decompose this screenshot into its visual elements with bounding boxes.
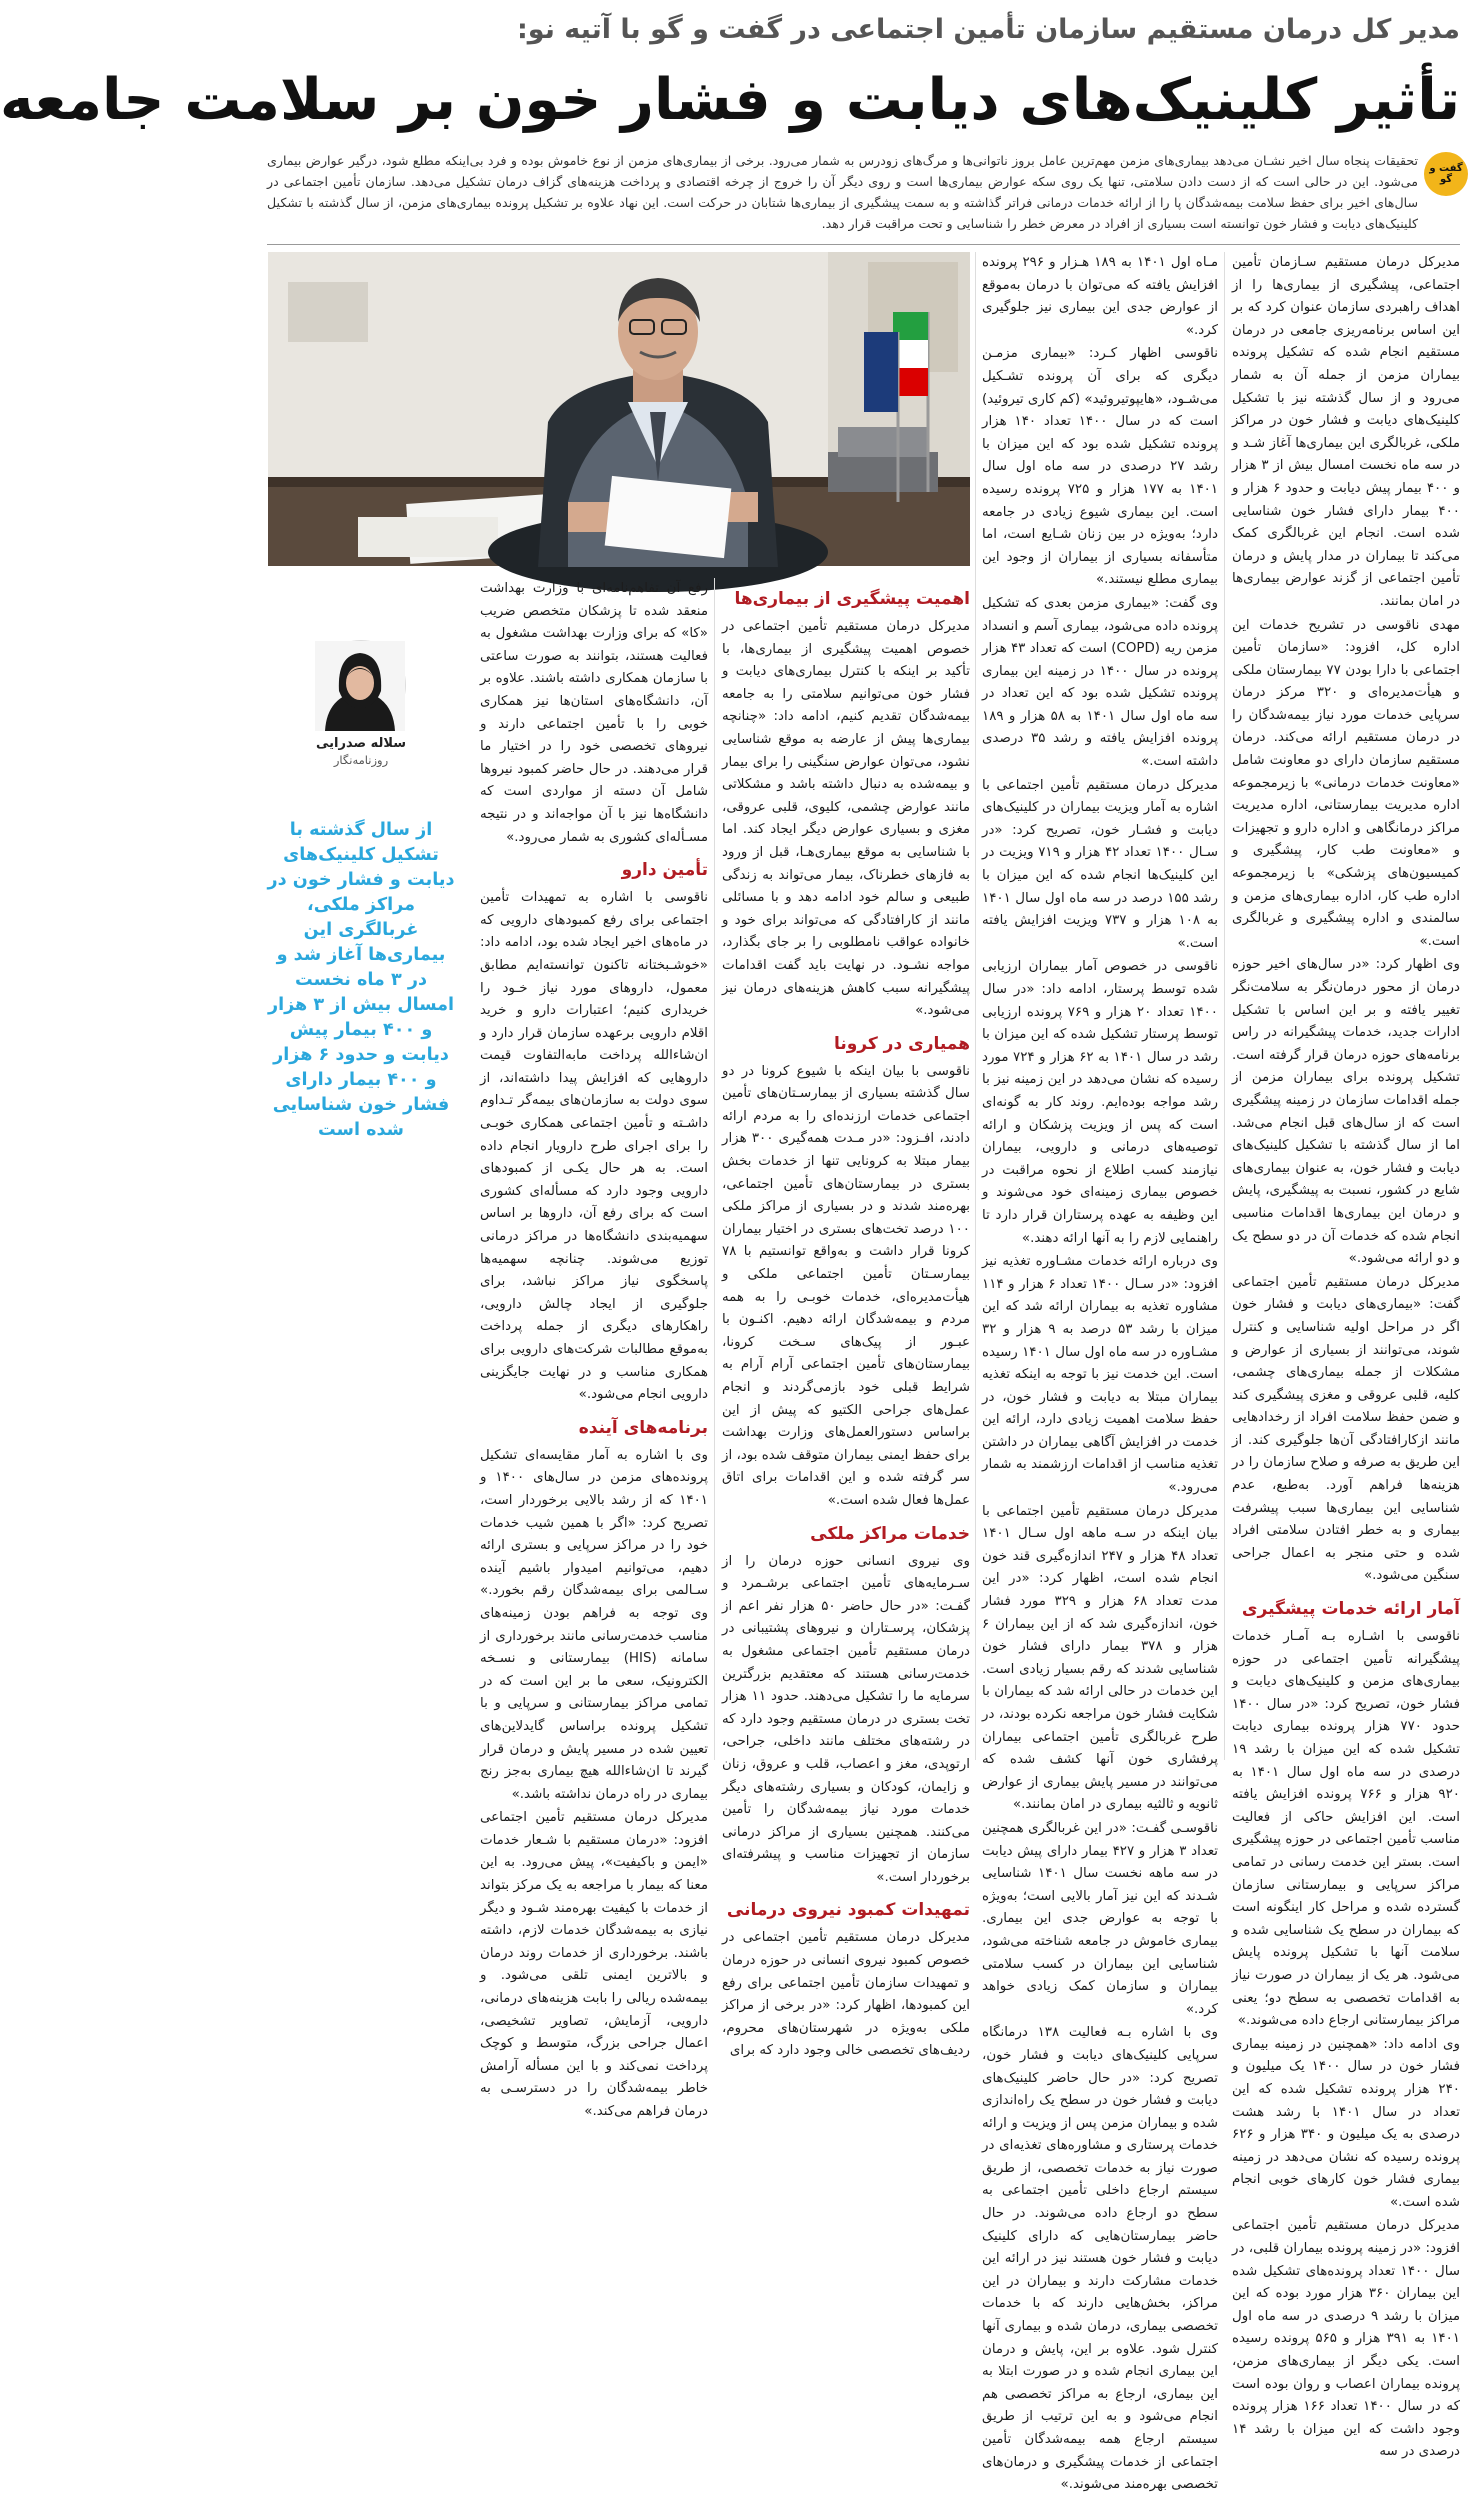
header-divider: [267, 244, 1460, 245]
section-heading: خدمات مراکز ملکی: [810, 1523, 970, 1544]
article-column-1: [1232, 252, 1461, 2460]
paragraph: وی نیروی انسانی حوزه درمان را از سـرمایه‌های تأمین اجتماعی برشـمرد و گفـت: «در حال حاضر ۵۰ هزار نفر اعم از پزشکان، پرسـتاران و نیروهای پشتیبانی در درمان مستقیم تأمین اجتماعی مشغول به خدمت‌رسانی هستند که معتقدیم بزرگترین سرمایه ما را تشکیل می‌دهند. حدود ۱۱ هزار تخت بستری در درمان مستقیم وجود دارد که در رشته‌های مختلف مانند داخلی، جراحی، ارتوپدی، مغز و اعصاب، قلب و عروق، زنان و زایمان، کودکان و بسیاری رشته‌های دیگر خدمات مورد نیاز بیمه‌شدگان را تأمین می‌کنند. همچنین بسیاری از مراکز درمانی سازمان از تجهیزات مناسب و پیشرفته‌ای برخوردار است.»: [722, 1553, 970, 1885]
section-heading: تمهیدات کمبود نیروی درمانی: [726, 1900, 970, 1921]
paragraph: ناقوسی با بیان اینکه با شیوع کرونا در دو سال گذشته بسیاری از بیمارسـتان‌های تأمین اجتماعی خدمات ارزنده‌ای را به مردم ارائه دادند، افـزود: «در مـدت همه‌گیری ۳۰۰ هزار بیمار مبتلا به کرونایی تنها از خدمات بخش بستری در بیمارستان‌های تأمین اجتماعی، بهره‌مند شدند و در بسیاری از مراکز ملکی ۱۰۰ درصد تخت‌های بستری در اختیار بیماران کرونا قرار داشت و به‌واقع توانستیم با ۷۸ بیمارسـتان تأمین اجتماعی ملکی و هیأت‌مدیره‌ای، خدمات خوبـی را به همه مردم و بیمه‌شدگان ارائه دهیم. اکنـون با عبـور از پیک‌های سـخت کرونا، بیمارستان‌های تأمین اجتماعی آرام آرام به شرایط قبلی خود بازمی‌گردند و انجام عمل‌های جراحی الکتیو که پیش از این براساس دستورالعمل‌های وزارت بهداشت برای حفظ ایمنی بیماران متوقف شده بود، از سر گرفته شده و این اقدامات برای اتاق عمل‌ها فعال شده است.»: [722, 1063, 970, 1508]
section-heading: برنامه‌های آینده: [578, 1417, 708, 1438]
paragraph: مدیرکل درمان مستقیم سـازمان تأمین اجتماعی، پیشگیری از بیماری‌ها را از اهداف راهبردی سازمان عنوان کرد که بر این اساس برنامه‌ریزی جامعی در درمان مستقیم انجام شده که تشکیل پرونده بیماران مزمن از جمله آن به شمار می‌رود و از سال گذشته نیز با تشکیل کلینیک‌های دیابت و فشار خون در مراکز ملکی، غربالگری این بیماری‌ها آغاز شـد و در سه ماه نخست امسال بیش از ۳ هزار و ۴۰۰ بیمار پیش دیابت و حدود ۶ هزار و ۴۰۰ بیمار دارای فشار خون شناسایی شده است. انجام این غربالگری کمک می‌کند تا بیماران در مدار پایش و درمان تأمین اجتماعی از گزند عوارض بیماری‌ها در امان بمانند.: [1232, 255, 1461, 609]
column-divider: [714, 578, 715, 1760]
paragraph: ناقوسی با اشـاره بـه آمـار خدمات پیشگیرانه تأمین اجتماعی در حوزه بیماری‌های مزمن و کلینیک‌های دیابت و فشار خون، تصریح کرد: «در سال ۱۴۰۰ حدود ۷۷۰ هزار پرونده بیماری دیابت تشکیل شده که این میزان با رشد ۱۹ درصدی در سه ماه اول سال ۱۴۰۱ به ۹۲۰ هزار و ۷۶۶ پرونده افزایش یافته است. این افزایش حاکی از فعالیت مناسب تأمین اجتماعی در حوزه پیشگیری است. بستر این خدمت رسانی در تمامی مراکز سرپایی و بیمارستانی سازمان گسترده شده و مراحل کار اینگونه است که بیماران در سطح یک شناسایی شده و سلامت آنها با تشکیل پرونده پایش می‌شود. هر یک از بیماران در صورت نیاز به اقدامات تخصصی به سطح دو؛ یعنی مراکز بیمارستانی ارجاع داده می‌شوند.»: [1232, 1629, 1461, 2029]
interviewee-photo: [268, 252, 970, 566]
headline: تأثیر کلینیک‌های دیابت و فشار خون بر سلامت جامعه: [0, 67, 1460, 133]
article-column-4: [480, 578, 708, 2119]
photo-illustration: [268, 252, 970, 566]
paragraph: مهدی ناقوسی در تشریح خدمات این اداره کل، افزود: «سازمان تأمین اجتماعی با دارا بودن ۷۷ بیمارستان ملکی و هیأت‌مدیره‌ای و ۳۲۰ مرکز درمان سرپایی خدمات مورد نیاز بیمه‌شدگان را در درمان مستقیم ارائه می‌کند. درمان مستقیم سازمان دارای دو معاونت شامل «معاونت خدمات درمانی» با زیرمجموعه اداره مدیریت بیمارستانی، اداره مدیریت مراکز درمانگاهی و اداره دارو و تجهیزات و «معاونت طب کار، پیشگیری و کمیسیون‌های پزشکی» با زیرمجموعه اداره طب کار، اداره بیماری‌های مزمن و سالمندی و اداره پیشگیری و غربالگری است.»: [1232, 617, 1461, 949]
paragraph: مدیرکل درمان مستقیم تأمین اجتماعی افزود: «در زمینه پرونده بیماران قلبی، در سال ۱۴۰۰ تعداد پرونده‌های تشکیل شده این بیماران ۳۶۰ هزار مورد بوده که این میزان با رشد ۹ درصدی در سه ماه اول ۱۴۰۱ به ۳۹۱ هزار و ۵۶۵ پرونده رسیده است. یکی دیگر از بیماری‌های مزمن، پرونده بیماران اعصاب و روان بوده است که در سال ۱۴۰۰ تعداد ۱۶۶ هزار پرونده وجود داشت که این میزان با رشد ۱۴ درصدی در سه: [1232, 2218, 1461, 2460]
author-role: روزنامه‌نگار: [333, 753, 389, 767]
column-divider: [1224, 252, 1225, 1760]
author-block: [267, 640, 455, 790]
paragraph: ناقوسی با اشاره به تمهیدات تأمین اجتماعی برای رفع کمبودهای دارویی که در ماه‌های اخیر ایجاد شده بود، ادامه داد: «خوشـبختانه تاکنون توانسته‌ایم مطابق معمول، داروهای مورد نیاز خـود را خریداری کنیم؛ اعتبارات دارو و خرید اقلام دارویی برعهده سازمان قرار دارد و ان‌شاءالله پرداخت مابه‌التفاوت قیمت داروهایی که افزایش پیدا داشته‌اند، از سوی دولت به سازمان‌های بیمه‌گر تـداوم داشـته و تأمین اجتماعی همکاری خوبـی را برای اجرای طرح دارویار انجام داده است. به هر حال یکـی از کمبودهای دارویی وجود دارد که مسأله‌ای کشوری است که برای رفع آن، داروها بر اساس سهمیه‌بندی دانشگاه‌ها در مراکز درمانی توزیع می‌شوند. چنانچه سهمیه‌ها پاسخگوی نیاز مراکز نباشد، برای جلوگیری از ایجاد چالش دارویی، راهکارهای دیگری از جمله پرداخت به‌موقع مطالبات شرکت‌های دارویی برای همکاری مناسب و در نهایت جایگزینی دارویی انجام می‌شود.»: [480, 890, 708, 1403]
paragraph: وی ادامه داد: «همچنین در زمینه بیماری فشار خون در سال ۱۴۰۰ یک میلیون و ۲۴۰ هزار پرونده تشکیل شده که این تعداد در سال ۱۴۰۱ با رشد هشت درصدی به یک میلیون و ۳۴۰ هزار و ۶۲۶ پرونده رسیده که نشان می‌دهد در زمینه بیماری فشار خون کارهای خوبی انجام شده است.»: [1232, 2036, 1461, 2210]
article-column-2: [982, 252, 1219, 2493]
paragraph: وی درباره ارائه خدمات مشـاوره تغذیه نیز افزود: «در سـال ۱۴۰۰ تعداد ۶ هزار و ۱۱۴ مشاوره تغذیه به بیماران ارائه شد که این میزان با رشد ۵۳ درصد به ۹ هزار و ۳۲ مشـاوره در سه ماه اول سال ۱۴۰۱ رسیده است. این خدمت نیز با توجه به اینکه تغذیه بیماران مبتلا به دیابت و فشار خون، در حفظ سلامت اهمیت زیادی دارد، ارائه این خدمت در افزایش آگاهی بیماران در داشتن تغذیه مناسب از اقدامات ارزشمند به شمار می‌رود.»: [982, 1254, 1219, 1496]
pull-quote: از سال گذشته با تشکیل کلینیک‌های دیابت و فشار خون در مراکز ملکی، غربالگری این بیماری‌ها آغاز شد و در ۳ ماه نخست امسال بیش از ۳ هزار و ۴۰۰ بیمار پیش دیابت و حدود ۶ هزار و ۴۰۰ بیمار دارای فشار خون شناسایی شده است: [267, 820, 455, 1140]
paragraph: مدیرکل درمان مستقیم تأمین اجتماعی با بیان اینکه در سـه ماهه اول سـال ۱۴۰۱ تعداد ۴۸ هزار و ۲۴۷ اندازه‌گیری قند خون انجام شده است، اظهار کرد: «در این مدت تعداد ۶۸ هزار و ۳۲۹ مورد فشار خون، اندازه‌گیری شد که از این بیماران ۶ هزار و ۳۷۸ بیمار دارای فشار خون شناسایی شدند که رقم بسیار زیادی است. این خدمات در حالی ارائه شد که بیماران با شکایت فشار خون مراجعه نکرده بودند، در طرح غربالگری تأمین اجتماعی بیماران پرفشاری خون آنها کشف شده که می‌توانند در مسیر پایش بیماری از عوارض ثانویه و ثالثیه بیماری در امان بمانند.»: [982, 1503, 1219, 1813]
paragraph: وی اظهار کرد: «در سال‌های اخیر حوزه درمان از محور درمان‌نگر به سلامت‌نگر تغییر یافته و بر این اساس با تشکیل ادارات جدید، خدمات پیشگیرانه در راس برنامه‌های حوزه درمان قرار گرفته است. تشکیل پرونده برای بیماران مزمن از جمله اقدامات سازمان در زمینه پیشگیری است که از سال‌های قبل انجام می‌شد. اما از سال گذشته با تشکیل کلینیک‌های دیابت و فشار خون، به عنوان بیماری‌های شایع در کشور، نسبت به پیشگیری، پایش و درمان این بیماری‌ها اقدامات مناسبی انجام شده که خدمات آن در دو سطح یک و دو ارائه می‌شود.»: [1232, 957, 1460, 1267]
paragraph: وی با اشاره بـه فعالیت ۱۳۸ درمانگاه سرپایی کلینیک‌های دیابت و فشار خون، تصریح کرد: «در حال حاضر کلینیک‌های دیابت و فشار خون در سطح یک راه‌اندازی شده و بیماران مزمن پس از ویزیت و ارائه خدمات پرستاری و مشاوره‌های تغذیه‌ای در صورت نیاز به خدمات تخصصی، از طریق سیستم ارجاع داخلی تأمین اجتماعی به سطح دو ارجاع داده می‌شوند. در حال حاضر بیمارستان‌هایی که دارای کلینیک دیابت و فشار خون هستند نیز در ارائه این خدمات مشارکت دارند و بیماران در این مراکز، بخش‌هایی دارند که با خدمات تخصصی بیماری، درمان شده و بیماری آنها کنترل شود. علاوه بر این، پایش و درمان این بیماری انجام شده و در صورت ابتلا به این بیماری، ارجاع به مراکز تخصصی هم انجام می‌شود و به این ترتیب از طریق سیستم ارجاع همه بیمه‌شدگان تأمین اجتماعی از خدمات پیشگیری و درمان‌های تخصصی بهره‌مند می‌شوند.»: [982, 2025, 1218, 2493]
article-column-3: [722, 578, 970, 2059]
paragraph: ناقوسی اظهار کـرد: «بیماری مزمـن دیگری که برای آن پرونده تشـکیل می‌شـود، «هایپوتیروئید» (کم کاری تیروئید) است که در سال ۱۴۰۰ تعداد ۱۴۰ هزار پرونده تشکیل شده بود که این میزان با رشد ۲۷ درصدی در سه ماه اول سال ۱۴۰۱ به ۱۷۷ هزار و ۷۲۵ پرونده رسیده است. این بیماری شیوع زیادی در جامعه دارد؛ به‌ویژه در بین زنان شـایع است، اما متأسفانه بسیاری از بیماران از وجود این بیماری مطلع نیستند.»: [982, 346, 1219, 588]
paragraph: مدیرکل درمان مستقیم تأمین اجتماعی در خصوص اهمیت پیشگیری از بیماری‌ها، با تأکید بر اینکه با کنترل بیماری‌های دیابت و فشار خون می‌توانیم سلامتی را به جامعه بیمه‌شدگان تقدیم کنیم، ادامه داد: «چنانچه بیماری‌ها پیش از عارضه به موقع شناسایی نشود، می‌توان عوارض سنگینی را برای بیمار و بیمه‌شده به دنبال داشته باشد و مشکلاتی مانند عوارض چشمی، کلیوی، قلبی عروقی، مغزی و بسیاری عوارض دیگر ایجاد کند. اما با شناسایی به موقع بیماری‌هـا، قبل از ورود به فازهای خطرناک، بیمار می‌تواند به زندگی طبیعی و سالم خود ادامه دهد و با مسائلی مانند از کارافتادگی که می‌تواند برای خود و خانواده عواقب نامطلوبی را بر جای بگذارد، مواجه نشـود. در نهایت باید گفت اقدامات پیشگیرانه سبب کاهش هزینه‌های درمان نیز می‌شود.»: [722, 619, 970, 1019]
paragraph: مدیرکل درمان مستقیم تأمین اجتماعی گفت: «بیماری‌های دیابت و فشار خون اگر در مراحل اولیه شناسایی و کنترل شوند، می‌توانند از بسیاری از عوارض و مشکلات از جمله بیماری‌های چشمی، کلیه، قلبی عروقی و مغزی پیشگیری کند و ضمن حفظ سلامت افراد از رخدادهایی مانند ازکارافتادگی آن‌ها جلوگیری کند. از این طریق به صرفه و صلاح سازمان را در هزینه‌ها فراهم آورد. به‌طبع، عدم شناسایی این بیماری‌ها سبب پیشرفت بیماری و به خطر افتادن سلامتی افراد شده و حتی منجر به اعمال جراحی سنگین می‌شود.»: [1232, 1274, 1460, 1584]
paragraph: وی با اشاره به آمار مقایسه‌ای تشکیل پرونده‌های مزمن در سال‌های ۱۴۰۰ و ۱۴۰۱ که از رشد بالایی برخوردار است، تصریح کرد: «اگر با همین شیب خدمات خود را در مراکز سرپایی و بستری ارائه دهیم، می‌توانیم امیدوار باشیم آینده سـالمی برای بیمه‌شدگان رقم بخورد.» وی توجه به فراهم بودن زمینه‌های مناسب خدمت‌رسانی مانند برخورداری از سامانه (HIS) بیمارستانی و نسـخه الکترونیک، سعی ما بر این است که در تمامی مراکز بیمارستانی و سرپایی و با تشکیل پرونده براساس گایدلاین‌های تعیین شده در مسیر پایش و درمان قرار گیرند تا ان‌شاءالله هیچ بیماری به‌جز رنج بیماری در راه درمان نداشته باشد.»: [480, 1447, 708, 1802]
paragraph: مدیرکل درمان مستقیم تأمین اجتماعی افزود: «درمان مستقیم با شـعار خدمات «ایمن و باکیفیت»، پیش می‌رود. به این معنا که بیمار با مراجعه به یک مرکز بتواند از خدمات با کیفیت بهره‌مند شـود و دیگر نیازی به بیمه‌شدگان خدمات لازم، داشته باشند. برخورداری از خدمات روند درمان و بالاترین ایمنی تلقی می‌شود. و بیمه‌شده ریالی را بابت هزینه‌های درمانی، دارویی، آزمایش، تصاویر تشخیصی، اعمال جراحی بزرگ، متوسط و کوچک پرداخت نمی‌کند و با این مسأله آرامش خاطر بیمه‌شدگان را در دسترسـی به درمان فراهم می‌کند.»: [480, 1810, 708, 2119]
kicker-title: مدیر کل درمان مستقیم سازمان تأمین اجتماعی در گفت و گو با آتیه نو:: [516, 14, 1460, 45]
author-avatar-icon: [315, 641, 405, 731]
section-heading: تأمین دارو: [621, 860, 708, 881]
interview-badge: گفت و گو: [1424, 152, 1468, 196]
paragraph: رفع آن تفاهم‌نامه‌ای با وزارت بهداشت منعقد شده تا پزشکان متخصص ضریب «کا» که برای وزارت بهداشت مشغول به فعالیت هستند، بتوانند به صورت ساعتی با سازمان همکاری داشته باشند. علاوه بر آن، دانشگاه‌های استان‌ها نیز همکاری خوبی را با تأمین اجتماعی دارند و نیروهای تخصصی خود را در اختیار ما قرار می‌دهند. در حال حاضر کمبود نیروها شامل آن دسته از مواردی است که دانشگاه‌ها نیز با آن مواجه‌اند و در نتیجه مسـأله‌ای کشوری به شمار می‌رود.»: [480, 581, 708, 845]
paragraph: مدیرکل درمان مستقیم تأمین اجتماعی در خصوص کمبود نیروی انسانی در حوزه درمان و تمهیدات سازمان تأمین اجتماعی برای رفع این کمبودها، اظهار کرد: «در برخی از مراکز ملکی به‌ویژه در شهرستان‌های محروم، ردیف‌های تخصصی خالی وجود دارد که برای: [722, 1930, 970, 2059]
lead-paragraph: تحقیقات پنجاه سال اخیر نشـان می‌دهد بیماری‌های مزمن مهم‌ترین عامل بروز ناتوانی‌ها و مرگ‌های زودرس به شمار می‌رود. برخی از بیماری‌های مزمن از نوع خاموش بوده و فرد بی‌اینکه مطلع شود، درگیر عوارض بیماری می‌شود. این در حالی است که از دست دادن سلامتی، تنها یک روی سکه عوارض بیماری‌ها است و روی دیگر آن را خروج از چرخه اقتصادی و پرداخت هزینه‌های گزاف درمان تشکیل می‌دهد. سازمان تأمین اجتماعی در سال‌های اخیر برای حفظ سلامت بیمه‌شدگان پا را از ارائه خدمات درمانی فراتر گذاشته و به سمت پیشگیری از بیماری‌ها شتابان در حرکت است. این نهاد علاوه بر تشکیل پرونده بیماری‌های مزمن، از سال گذشته با تشکیل کلینیک‌های دیابت و فشار خون توانسته است بسیاری از افراد در معرض خطر را شناسایی و تحت مراقبت قرار دهد.: [267, 153, 1418, 231]
section-heading: آمار ارائه خدمات پیشگیری: [1241, 1599, 1460, 1620]
paragraph: وی گفت: «بیماری مزمن بعدی که تشکیل پرونده داده می‌شود، بیماری آسم و انسداد مزمن ریه (COPD) است که تعداد ۴۳ هزار پرونده در سال ۱۴۰۰ در زمینه این بیماری پرونده تشکیل شده بود که این تعداد در سه ماه اول سال ۱۴۰۱ به ۵۸ هزار و ۱۸۹ پرونده افزایش یافته و رشد ۳۵ درصدی داشته است.»: [982, 595, 1219, 770]
section-heading: اهمیت پیشگیری از بیماری‌ها: [734, 589, 970, 609]
avatar: [316, 640, 406, 730]
column-divider: [975, 252, 976, 1760]
author-name: سلاله صدرایی: [316, 736, 406, 751]
paragraph: مدیرکل درمان مستقیم تأمین اجتماعی با اشاره به آمار ویزیت بیماران در کلینیک‌های دیابت و فشـار خون، تصریح کرد: «در سـال ۱۴۰۰ تعداد ۴۲ هزار و ۷۱۹ ویزیت در این کلینیک‌ها انجام شده که این میزان با رشد ۱۵۵ درصد در سه ماه اول سال ۱۴۰۱ به ۱۰۸ هزار و ۷۳۷ ویزیت افزایش یافته است.»: [982, 777, 1218, 951]
section-heading: همیاری در کرونا: [833, 1033, 970, 1054]
paragraph: مـاه اول ۱۴۰۱ به ۱۸۹ هـزار و ۲۹۶ پرونده افزایش یافته که می‌توان با درمان به‌موقع از عوارض جدی این بیماری نیز جلوگیری کرد.»: [982, 255, 1219, 338]
paragraph: ناقوسـی گفـت: «در این غربالگری همچنین تعداد ۳ هزار و ۴۲۷ بیمار دارای پیش دیابت در سه ماهه نخست سال ۱۴۰۱ شناسایی شـدند که این نیز آمار بالایی است؛ به‌ویژه با توجه به عوارض جدی این بیماری. بیماری خاموش در جامعه شناخته می‌شود، شناسایی این بیماران در کسب سلامتی بیماران و سازمان کمک زیادی خواهد کرد.»: [982, 1820, 1219, 2017]
paragraph: ناقوسی در خصوص آمار بیماران ارزیابی شده توسط پرستار، ادامه داد: «در سال ۱۴۰۰ تعداد ۲۰ هزار و ۷۶۹ پرونده ارزیابی توسط پرستار تشکیل شده که این میزان با رشد در سال ۱۴۰۱ به ۶۲ هزار و ۷۲۴ مورد رسیده که نشان می‌دهد در این زمینه نیز با رشد مواجه بوده‌ایم. روند کار به گونه‌ای است که پس از ویزیت پزشکان و ارائه توصیه‌های درمانی و دارویی، بیماران نیازمند کسب اطلاع از نحوه مراقبت در خصوص بیماری زمینه‌ای خود می‌شوند و این وظیفه به عهده پرستاران قرار دارد تا راهنمایی لازم را به آنها ارائه دهند.»: [982, 959, 1219, 1246]
